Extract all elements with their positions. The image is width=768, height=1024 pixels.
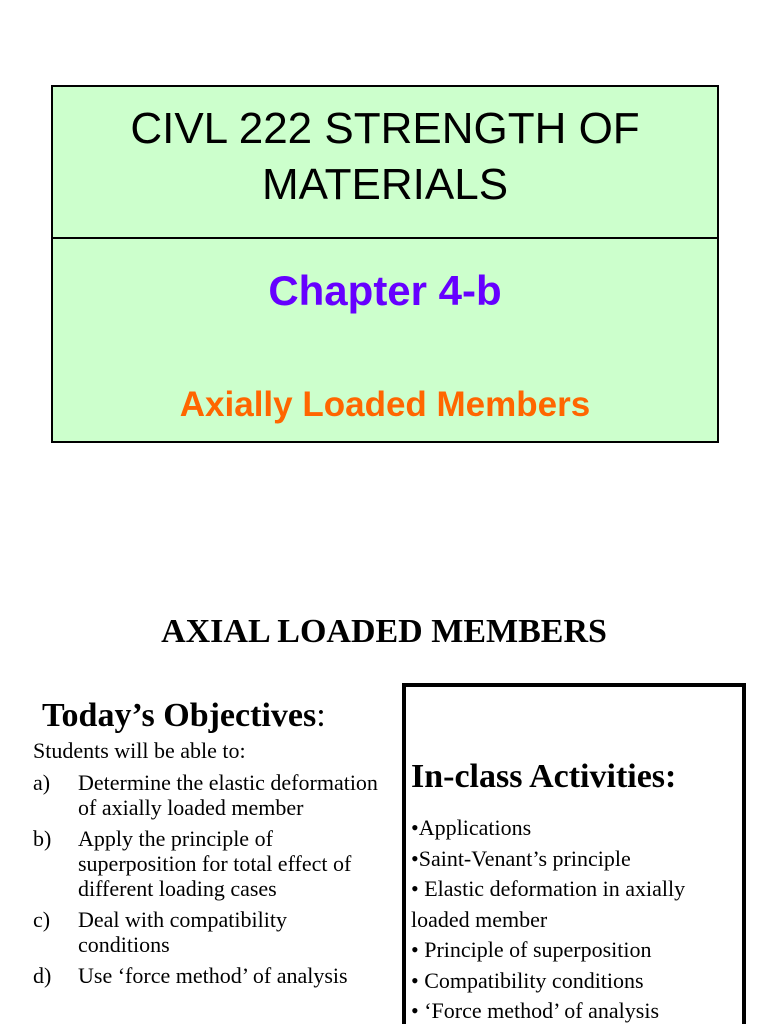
activity-item: • Principle of superposition [411,937,652,962]
activity-item: •Saint-Venant’s principle [411,845,631,871]
objective-item [33,770,383,820]
objectives-heading-colon: : [316,697,326,734]
activity-item: • Elastic deformation in axially loaded member [411,876,686,932]
course-title-line-2: MATERIALS [261,160,509,209]
title-box [51,85,719,443]
objectives-list [33,770,383,994]
objective-text: Apply the principle of superposition for total effect of different loading cases [78,826,352,901]
objective-item [33,907,383,957]
objective-text: Determine the elastic deformation of axially loaded member [78,770,378,820]
course-title-panel [53,87,717,239]
activity-item: •Applications [411,815,532,840]
course-title-line-1: CIVL 222 STRENGTH OF [130,104,640,153]
chapter-label: Chapter 4-b [268,267,502,314]
objective-marker: b) [33,826,52,851]
objective-marker: d) [33,963,52,988]
objective-text: Use ‘force method’ of analysis [78,963,348,988]
chapter-subtitle: Axially Loaded Members [179,385,591,424]
activity-item: • ‘Force method’ of analysis [411,998,660,1023]
objective-text: Deal with compatibility conditions [78,907,287,957]
objectives-heading-text: Today’s Objectives [42,697,317,734]
section-heading: AXIAL LOADED MEMBERS [161,613,607,650]
course-title [53,101,717,213]
activities-panel [402,683,746,1024]
activities-heading: In-class Activities: [411,758,677,795]
activity-item: • Compatibility conditions [411,967,644,993]
activities-list [411,813,739,1024]
objectives-heading [42,694,326,738]
objectives-intro: Students will be able to: [33,738,246,763]
objective-marker: c) [33,907,51,932]
objective-marker: a) [33,770,51,795]
objective-item [33,963,383,988]
objective-item [33,826,383,901]
